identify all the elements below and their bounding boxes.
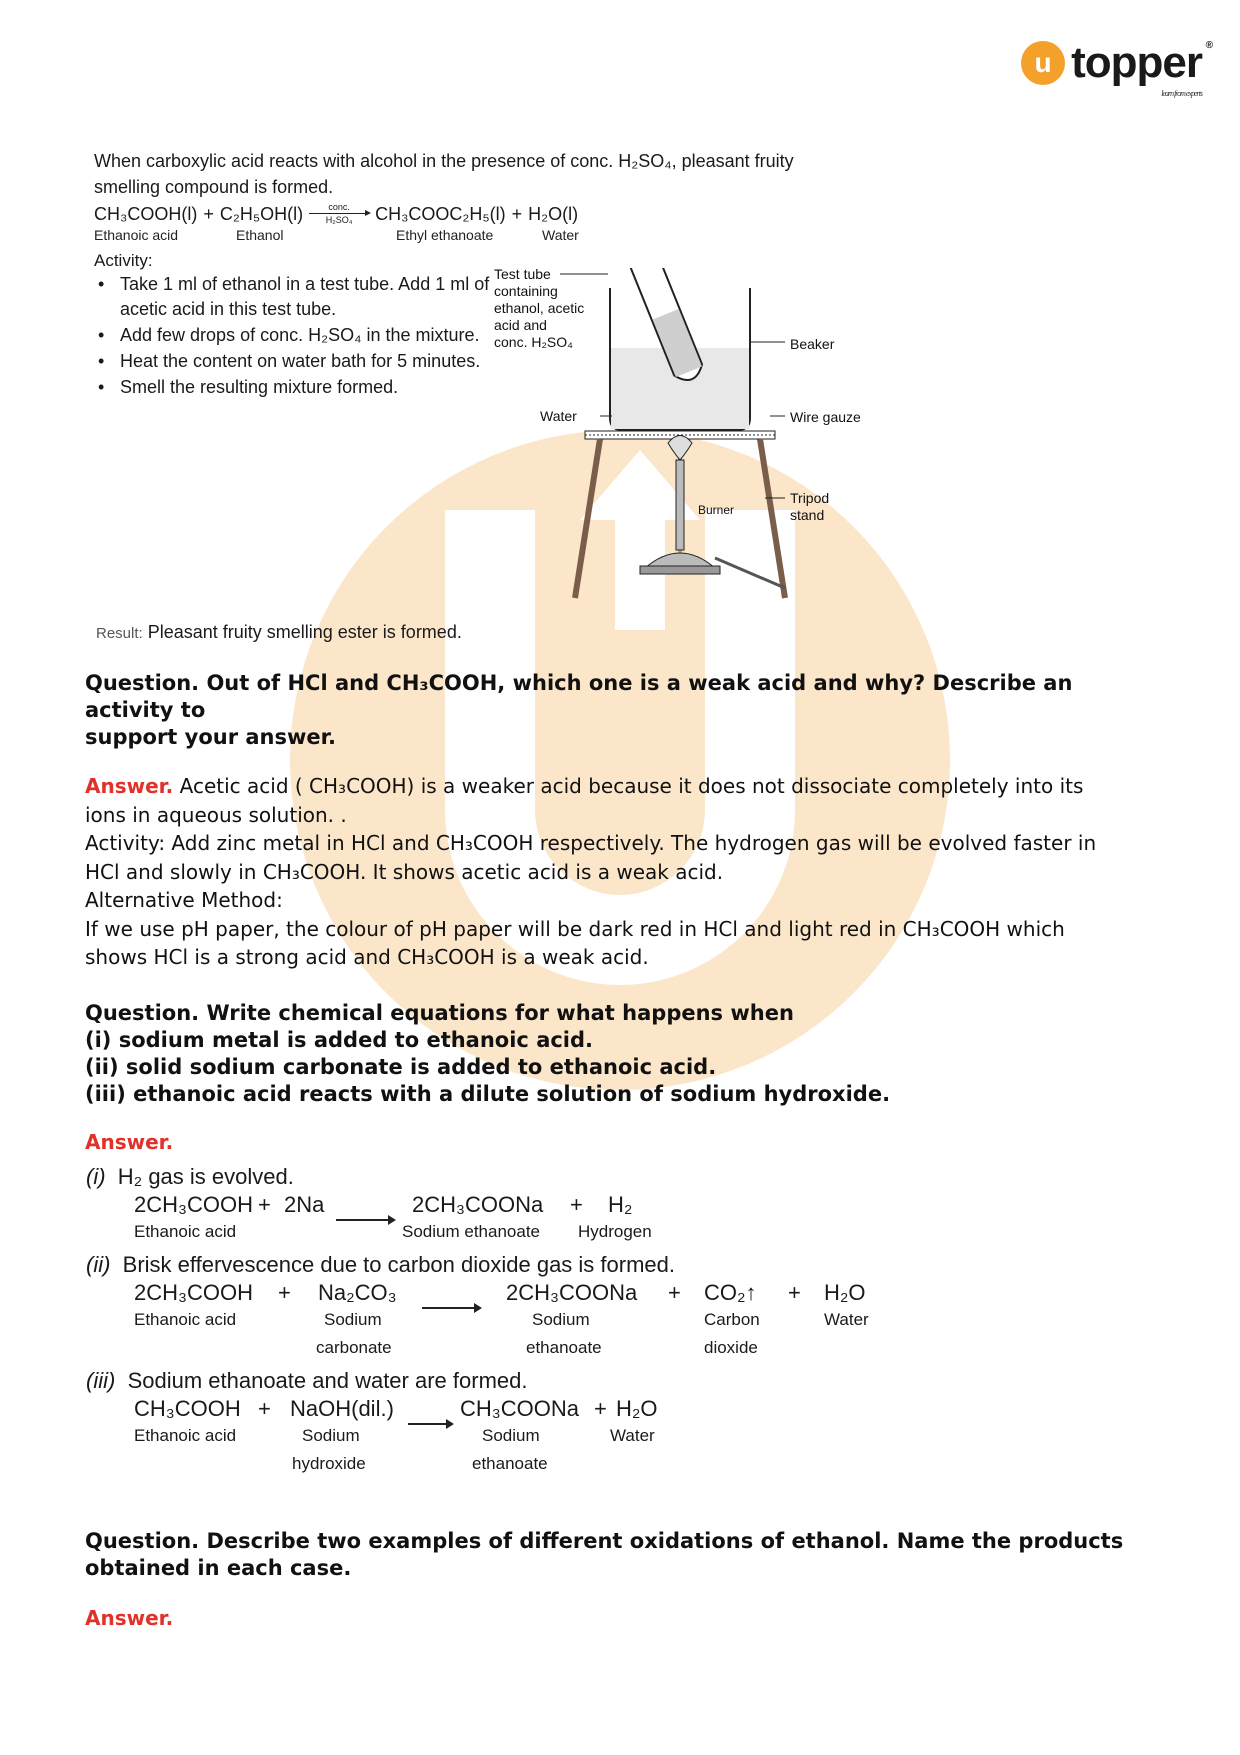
result-text: Pleasant fruity smelling ester is formed. bbox=[147, 622, 462, 642]
eq-i-labels: Ethanoic acid Sodium ethanoate Hydrogen bbox=[134, 1222, 652, 1241]
answer-label: Answer. bbox=[85, 774, 174, 798]
list-item: • Take 1 ml of ethanol in a test tube. Add 1 ml of acetic acid in this test tube. bbox=[94, 272, 504, 322]
answer-block-2 bbox=[85, 1128, 1175, 1157]
question-line: Question. Write chemical equations for what happens when bbox=[85, 1001, 794, 1025]
eq-iii-labels-2: hydroxide ethanoate bbox=[292, 1454, 548, 1473]
eq-label: Ethanol bbox=[236, 227, 284, 243]
question-block-1 bbox=[85, 670, 1175, 751]
label-wire-gauze: Wire gauze bbox=[790, 409, 861, 425]
intro-text bbox=[94, 148, 894, 200]
list-item: • Smell the resulting mixture formed. bbox=[94, 375, 504, 400]
label-burner: Burner bbox=[698, 503, 735, 517]
answer-line: HCl and slowly in CH₃COOH. It shows acetic acid is a weak acid. bbox=[85, 859, 724, 884]
eq-product-2: H₂O(l) bbox=[528, 204, 579, 224]
question-block-3 bbox=[85, 1528, 1175, 1582]
answer-line: Activity: Add zinc metal in HCl and CH₃COOH respectively. The hydrogen gas will be evolved faster in bbox=[85, 831, 1097, 855]
answer-block-1 bbox=[85, 772, 1175, 972]
eq-ii-labels: Ethanoic acid Sodium Sodium Carbon Water bbox=[134, 1310, 869, 1329]
question-line: Question. Out of HCl and CH₃COOH, which one is a weak acid and why? Describe an bbox=[85, 671, 1073, 695]
question-line: Question. Describe two examples of different oxidations of ethanol. Name the products bbox=[85, 1529, 1124, 1553]
list-item: • Heat the content on water bath for 5 minutes. bbox=[94, 349, 504, 374]
label-test-tube: Test tube containing ethanol, acetic acid and conc. H₂SO₄ bbox=[494, 266, 585, 350]
eq-ii-row: 2CH₃COOH + Na₂CO₃ 2CH₃COONa + CO₂↑ + H₂O bbox=[86, 1280, 906, 1310]
answer-line: Acetic acid ( CH₃COOH) is a weaker acid because it does not dissociate completely into its bbox=[179, 774, 1084, 798]
eq-arrow bbox=[309, 202, 369, 225]
question-line: (i) sodium metal is added to ethanoic acid. bbox=[85, 1028, 594, 1052]
eq-label: Ethanoic acid bbox=[94, 227, 179, 243]
answer-label: Answer. bbox=[85, 1606, 174, 1630]
result-label: Result: bbox=[96, 625, 143, 642]
question-line: support your answer. bbox=[85, 725, 336, 749]
eq-label: Water bbox=[542, 227, 579, 243]
answer-line: ions in aqueous solution. . bbox=[85, 802, 347, 827]
eq-condition-bottom: H₂SO₄ bbox=[325, 215, 353, 225]
eq-iii-row: CH₃COOH + NaOH(dil.) CH₃COONa + H₂O bbox=[86, 1396, 906, 1426]
eq-label: Ethyl ethanoate bbox=[396, 227, 494, 243]
intro-line-2: smelling compound is formed. bbox=[94, 177, 334, 197]
answer-line: shows HCl is a strong acid and CH₃COOH is a weak acid. bbox=[85, 945, 649, 969]
intro-line-1: When carboxylic acid reacts with alcohol in the presence of conc. H₂SO₄, pleasant fruity bbox=[94, 151, 794, 171]
activity-title: Activity: bbox=[94, 251, 153, 270]
activity-list bbox=[94, 272, 504, 401]
question-line: (ii) solid sodium carbonate is added to ethanoic acid. bbox=[85, 1055, 717, 1079]
list-item: • Add few drops of conc. H₂SO₄ in the mixture. bbox=[94, 323, 504, 348]
label-tripod: Tripod stand bbox=[790, 490, 830, 523]
arrow-icon bbox=[408, 1423, 452, 1425]
eq-iii-heading: (iii) Sodium ethanoate and water are formed. bbox=[86, 1368, 528, 1393]
result-line bbox=[96, 622, 462, 643]
eq-plus: + bbox=[511, 204, 523, 224]
eq-i-heading: (i) H₂ gas is evolved. bbox=[86, 1164, 294, 1189]
eq-plus: + bbox=[203, 204, 214, 224]
arrow-icon bbox=[422, 1307, 480, 1309]
eq-ii-labels-2: carbonate ethanoate dioxide bbox=[316, 1338, 758, 1357]
brand-logo bbox=[1021, 38, 1212, 98]
apparatus-diagram bbox=[494, 266, 900, 608]
question-line: activity to bbox=[85, 698, 206, 722]
question-block-2 bbox=[85, 1000, 1175, 1108]
eq-condition-top: conc. bbox=[328, 202, 350, 212]
answer-block-3 bbox=[85, 1604, 1175, 1633]
eq-iii-labels: Ethanoic acid Sodium Sodium Water bbox=[134, 1426, 655, 1445]
answer-line: If we use pH paper, the colour of pH paper will be dark red in HCl and light red in CH₃COOH which bbox=[85, 916, 1065, 941]
arrow-icon bbox=[336, 1219, 394, 1221]
eq-product-1: CH₃COOC₂H₅(l) bbox=[375, 204, 506, 224]
logo-tagline: learn from experts bbox=[1161, 89, 1202, 98]
answer-line: Alternative Method: bbox=[85, 888, 283, 912]
equations-image bbox=[86, 1162, 906, 1482]
eq-i-row: 2CH₃COOH + 2Na 2CH₃COONa + H₂ bbox=[86, 1192, 906, 1222]
eq-reactant-2: C₂H₅OH(l) bbox=[219, 204, 304, 224]
logo-wordmark: topper ® learn from experts bbox=[1071, 38, 1212, 98]
answer-label: Answer. bbox=[85, 1130, 174, 1154]
eq-ii-heading: (ii) Brisk effervescence due to carbon dioxide gas is formed. bbox=[86, 1252, 676, 1277]
eq-reactant-1: CH₃COOH(l) bbox=[94, 204, 198, 224]
arrow-icon bbox=[309, 213, 369, 214]
logo-u-icon: u bbox=[1021, 41, 1065, 85]
esterification-equation bbox=[94, 202, 578, 243]
label-water: Water bbox=[540, 408, 577, 424]
label-beaker: Beaker bbox=[790, 336, 835, 352]
question-line: obtained in each case. bbox=[85, 1556, 352, 1580]
question-line: (iii) ethanoic acid reacts with a dilute solution of sodium hydroxide. bbox=[85, 1082, 891, 1106]
